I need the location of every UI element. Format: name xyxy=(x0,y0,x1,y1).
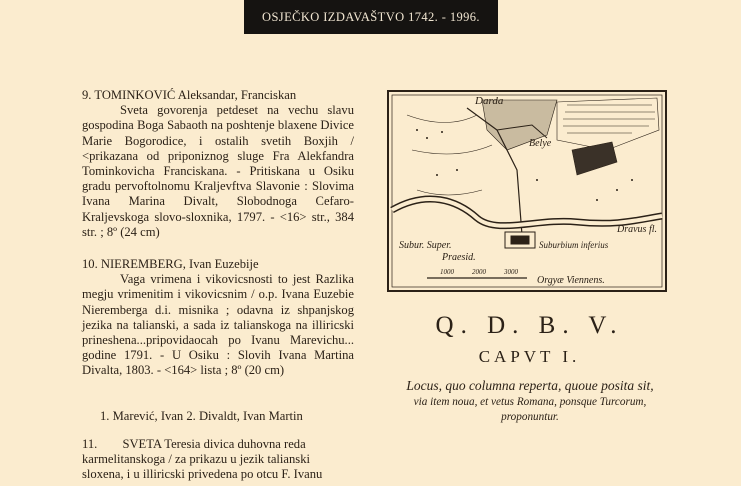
map-label-suburbium-inferius: Suburbium inferius xyxy=(539,240,609,250)
map-label-belye: Belye xyxy=(529,138,552,149)
catalog-entry-11 xyxy=(82,437,354,483)
map-label-praesidium: Praesid. xyxy=(442,252,476,263)
map-label-drava: Dravus fl. xyxy=(617,224,657,235)
catalog-entry-9 xyxy=(82,88,354,240)
entry-heading: 10. NIEREMBERG, Ivan Euzebije xyxy=(82,257,259,271)
map-label-darda: Darda xyxy=(475,95,504,107)
catalog-entry-10 xyxy=(82,257,354,379)
book-subtitle-line-3: proponuntur. xyxy=(501,411,559,423)
book-chapter-title: CAPVT I. xyxy=(478,347,581,366)
book-heading-qdbv: Q. D. B. V. xyxy=(435,312,624,339)
map-label-orgyae: Orgyæ Viennens. xyxy=(537,275,605,286)
entry-heading: 11. SVETA Teresia divica duhovna reda karmelitanskoga / za prikazu u jezik talianski sloxena, i u illiricski privedena po otcu F. Ivanu xyxy=(82,437,323,482)
map-label-suburbium-superius: Subur. Super. xyxy=(399,240,452,251)
page-header-banner: OSJEČKO IZDAVAŠTVO 1742. - 1996. xyxy=(244,0,498,34)
map-scale-label: 3000 xyxy=(504,268,518,276)
entry-authors: 1. Marević, Ivan 2. Divaldt, Ivan Martin xyxy=(100,409,303,423)
map-scale-label: 1000 xyxy=(440,268,454,276)
map-fortress xyxy=(505,232,535,248)
entry-description: Vaga vrimena i vikovicsnosti to jest Razlika megju vrimenitim i vikovicsnim / o.p. Ivana Euzebie Nieremberga d.i. misnika ; odavna iz shpanjskog jezika na talianski, a sada iz talianskoga na illiricski prineshena...pripovidaocah po Ivanu Marevichu... godine 1791. - U Osiku : Slovih Ivana Martina Divalta, 1803. - <164> lista ; 8º (20 cm) xyxy=(82,272,354,378)
historic-map-illustration xyxy=(387,90,667,292)
map-scale-label: 2000 xyxy=(472,268,486,276)
entry-heading: 9. TOMINKOVIĆ Aleksandar, Franciskan xyxy=(82,88,297,102)
entry-description: Sveta govorenja petdeset na vechu slavu gospodina Boga Sabaoth na poshtenje blaxene Divice Marie Bogorodice, i ostalih svetih Boxjih / <prikazana od priponiznog sluge Fra Alekfandra Tominkovicha Franciskana. - Pritiskana u Osiku gradu pervoftolnomu Kraljevftva Slavonie : Slovima Ivana Marina Divalt, Slobodnoga Cefaro-Kraljevskoga slovo-sloxnika, 1797. - <16> str., 384 str. ; 8º (24 cm) xyxy=(82,103,354,239)
book-subtitle-line-2: via item noua, et vetus Romana, ponsque Turcorum, xyxy=(413,396,647,408)
book-subtitle-line-1: Locus, quo columna reperta, quoue posita sit, xyxy=(406,378,654,393)
